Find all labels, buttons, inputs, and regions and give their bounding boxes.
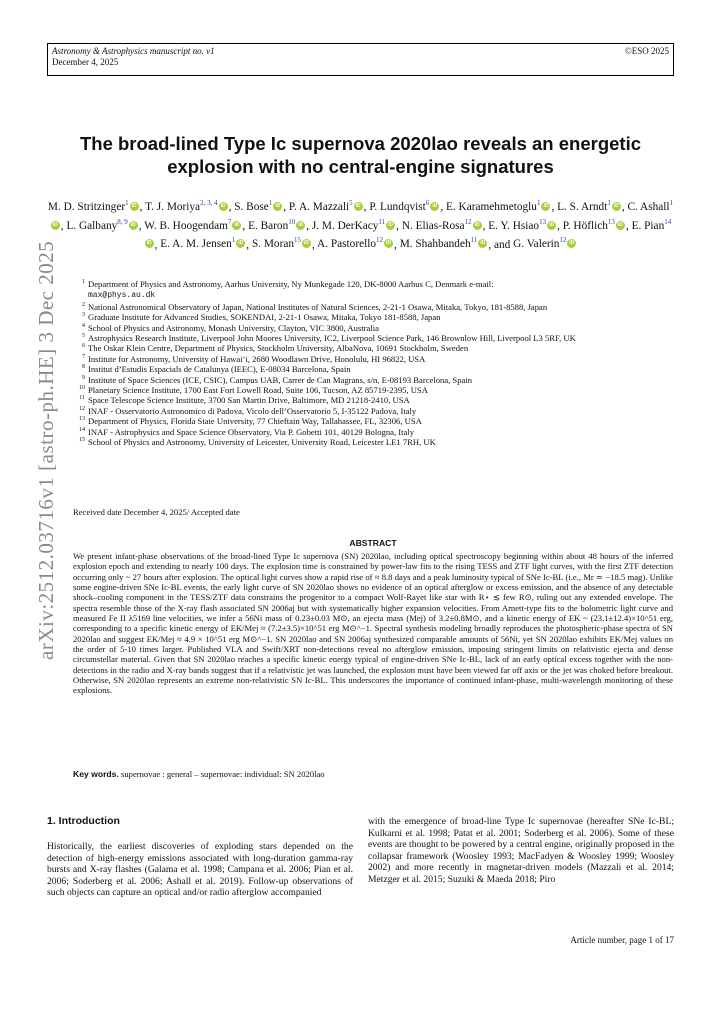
- affiliation-number: 9: [82, 374, 85, 381]
- author-name: M. Shahbandeh: [399, 238, 471, 251]
- orcid-icon[interactable]: [616, 221, 625, 230]
- author-name: E. Pian: [631, 219, 665, 232]
- orcid-icon[interactable]: [302, 239, 311, 248]
- affiliation-number: 12: [79, 405, 85, 412]
- author-name: P. Lundqvist: [369, 200, 426, 213]
- affiliation-number: 11: [79, 395, 85, 402]
- affiliation-text: National Astronomical Observatory of Japan, National Institutes of Natural Sciences, 2-21-1 Osawa, Mitaka, Tokyo, 181-8588, Japan: [88, 301, 548, 312]
- orcid-icon[interactable]: [473, 221, 482, 230]
- author-affiliation-ref[interactable]: 1: [669, 199, 674, 207]
- author: [234, 201, 283, 213]
- author-name: G. Valerin: [513, 238, 560, 251]
- author: [144, 217, 242, 232]
- affiliation-number: 1: [82, 279, 85, 285]
- abstract-heading: ABSTRACT: [349, 538, 397, 548]
- author-affiliation-ref[interactable]: 5: [349, 199, 353, 207]
- affiliation-number: 13: [79, 416, 85, 423]
- affiliation-item: [73, 312, 673, 322]
- manuscript-header: [47, 43, 674, 76]
- author: [160, 238, 246, 250]
- author-name: L. S. Arndt: [557, 200, 608, 213]
- affiliation-list: [73, 279, 673, 448]
- affiliation-number: 5: [82, 333, 85, 340]
- author-list: M. D. Stritzinger$^1$iD , T. J. Moriya$^{2, 3, 4}$iD , S. Bose$^1$iD , P. A. Mazzali$^5$iD , P. Lundqvist$^6$iD , E. Karamehmetoglu$^1$iD , L. S. Arndt$^1$iD , C. Ashall$^1$iD, L. Galbany$^{8, 9}$iD , W. B. Hoogendam$^7$iD , E. Baron$^{10}$iD , J. M. DerKacy$^{11}$iD , N. Elias-Rosa$^{12}$iD , E. Y. Hsiao$^{13}$iD , P. Höflich$^{13}$iD , E. Pian$^{14}$iD, E. A. M. Jensen$^1$iD , S. Moran$^{15}$iD , A. Pastorello$^{12}$iD , M. Shahbandeh$^{11}$iD , and G. Valerin$^{12}$iD: [47, 196, 674, 252]
- affiliation-item: [73, 427, 673, 437]
- author-affiliation-ref[interactable]: 6: [425, 199, 430, 207]
- affiliation-text: Institute for Astronomy, University of Hawai‘i, 2680 Woodlawn Drive, Honolulu, HI 96822, USA: [88, 353, 426, 364]
- author-name: S. Moran: [251, 238, 295, 251]
- affiliation-number: 6: [82, 343, 85, 350]
- author: [66, 217, 138, 232]
- author-name: T. J. Moriya: [145, 200, 201, 213]
- affiliation-text: Institut d’Estudis Espacials de Catalunya (IEEC), E-08034 Barcelona, Spain: [88, 364, 351, 375]
- author: [48, 201, 140, 213]
- author-affiliation-ref[interactable]: 2, 3, 4: [200, 199, 218, 207]
- author: [311, 217, 396, 232]
- keywords-text: supernovae : general – supernovae: individual: SN 2020lao: [121, 769, 325, 779]
- author-name: L. Galbany: [66, 219, 118, 232]
- author-name: J. M. DerKacy: [311, 219, 379, 232]
- author-affiliation-ref[interactable]: 14: [664, 217, 672, 226]
- affiliation-item: [73, 343, 673, 353]
- page-footer: Article number, page 1 of 17: [570, 935, 674, 945]
- abstract-text: We present infant-phase observations of the broad-lined Type Ic supernova (SN) 2020lao, including optical spectroscopy beginning within about 48 hours of the inferred explosion epoch and extending to nearly 100 days. The explosion time is constrained by power-law fits to the rising TESS and ZTF light curves, with the first ZTF detection occurring only ~ 27 hours after explosion. The optical light curves show a rapid rise of ≈ 8.8 days and a peak luminosity typical of SNe Ic-BL (i.e., Mr ≃ −18.5 mag). Unlike some engine-driven SNe Ic-BL events, the early light curve of SN 2020lao shows no evidence of an optical afterglow or excess emission, and the absence of any detectable shock–cooling component in the TESS/ZTF data constrains the progenitor to a compact Wolf-Rayet like star with R⋆ ≲ few R⊙, ruling out any extended envelope. The spectra resemble those of the X-ray flash associated SN 2006aj but with systematically higher expansion velocities. From Arnett-type fits to the bolometric light curve and measured Fe II λ5169 line velocities, we infer a 56Ni mass of 0.23±0.03 M⊙, an ejecta mass (Mej) of 3.2±0.8M⊙, and a kinetic energy of EK ~ (23.1±12.4)×10^51 erg, corresponding to a specific kinetic energy of EK/Mej ≈ (7.2±3.5)×10^51 erg M⊙^−1. Spectral synthesis modeling broadly reproduces the photospheric-phase spectra of SN 2020lao and suggest EK/Mej ≈ 4.9 × 10^51 erg M⊙^−1. SN 2020lao and SN 2006aj synthesized comparable amounts of 56Ni, yet SN 2020lao exhibits EK/Mej values on the order of 5-10 times larger. Published VLA and Swift/XRT non-detections reveal no afterglow emission, imposing stringent limits on relativistic ejecta and dense circumstellar material. Given that SN 2020lao reaches a specific kinetic energy typical of engine-driven SNe Ic-BL, lack of an early optical excess together with the non-detections in the radio and X-ray bands suggest that if a relativistic jet was launched, the explosion must have been viewed far off axis or the jet was choked before breakout. Otherwise, SN 2020lao represents an extreme non-relativistic SN Ic-BL. This underscores the importance of continued infant-phase, multi-wavelength monitoring of these explosions.: [73, 551, 673, 696]
- orcid-icon[interactable]: [430, 202, 439, 211]
- author-name: E. Y. Hsiao: [488, 219, 540, 232]
- author-name: S. Bose: [234, 200, 269, 213]
- affiliation-text: Astrophysics Research Institute, Liverpool John Moores University, IC2, Liverpool Science Park, 146 Brownlow Hill, Liverpool L3 5RF, UK: [88, 333, 576, 344]
- affiliation-number: 2: [82, 301, 85, 308]
- header-left: [52, 46, 215, 68]
- orcid-icon[interactable]: [219, 202, 228, 211]
- author-affiliation-ref[interactable]: 13: [539, 217, 547, 226]
- affiliation-item: [73, 323, 673, 333]
- author: [369, 201, 440, 213]
- orcid-icon[interactable]: [612, 202, 621, 211]
- affiliation-text: INAF - Astrophysics and Space Science Observatory, Via P. Gobetti 101, 40129 Bologna, Italy: [88, 426, 414, 437]
- affiliation-item: [73, 279, 673, 302]
- section-title: 1. Introduction: [47, 815, 120, 827]
- arxiv-stamp[interactable]: arXiv:2512.03716v1 [astro-ph.HE] 3 Dec 2025: [34, 240, 58, 660]
- affiliation-text: Planetary Science Institute, 1700 East Fort Lowell Road, Suite 106, Tucson, AZ 85719-2395, USA: [88, 385, 428, 396]
- author-affiliation-ref[interactable]: 13: [607, 217, 615, 226]
- affiliation-text: School of Physics and Astronomy, University of Leicester, University Road, Leicester LE1 7RH, UK: [88, 437, 436, 448]
- orcid-icon[interactable]: [567, 239, 576, 248]
- orcid-icon[interactable]: [386, 221, 395, 230]
- author-affiliation-ref[interactable]: 15: [294, 236, 302, 245]
- keywords-label: Key words.: [73, 769, 119, 779]
- author: [400, 238, 489, 250]
- orcid-icon[interactable]: [236, 239, 245, 248]
- affiliation-item: [73, 416, 673, 426]
- affiliation-item: [73, 437, 673, 447]
- author: [488, 217, 557, 232]
- author: [248, 217, 306, 232]
- author-name: C. Ashall: [627, 200, 670, 213]
- affiliation-text: Graduate Institute for Advanced Studies, SOKENDAI, 2-21-1 Osawa, Mitaka, Tokyo 181-8588, Japan: [88, 312, 441, 323]
- orcid-icon[interactable]: [478, 239, 487, 248]
- affiliation-number: 15: [79, 437, 85, 444]
- author: [145, 201, 229, 213]
- affiliation-text: Department of Physics and Astronomy, Aarhus University, Ny Munkegade 120, DK-8000 Aarhus C, Denmark e-mail:: [88, 279, 494, 289]
- orcid-icon[interactable]: [296, 221, 305, 230]
- author-affiliation-ref[interactable]: 11: [470, 236, 478, 245]
- journal-line: Astronomy & Astrophysics manuscript no. v1: [52, 46, 215, 56]
- orcid-icon[interactable]: [547, 221, 556, 230]
- orcid-icon[interactable]: [51, 221, 60, 230]
- author: [289, 201, 364, 213]
- affiliation-number: 10: [79, 385, 85, 392]
- author-name: P. Höflich: [562, 219, 608, 232]
- affiliation-item: [73, 302, 673, 312]
- author: [513, 238, 577, 250]
- orcid-icon[interactable]: [541, 202, 550, 211]
- orcid-icon[interactable]: [129, 221, 138, 230]
- author-affiliation-ref[interactable]: 12: [376, 236, 384, 245]
- orcid-icon[interactable]: [232, 221, 241, 230]
- author-affiliation-ref[interactable]: 1: [231, 236, 236, 245]
- affiliation-item: [73, 333, 673, 343]
- orcid-icon[interactable]: [384, 239, 393, 248]
- author: [562, 217, 626, 232]
- header-date: December 4, 2025: [52, 57, 119, 67]
- affiliation-number: 14: [79, 426, 85, 433]
- author: [252, 238, 312, 250]
- paper-title: The broad-lined Type Ic supernova 2020lao reveals an energetic explosion with no central-engine signatures: [79, 133, 642, 177]
- affiliation-item: [73, 354, 673, 364]
- author-name: N. Elias-Rosa: [401, 219, 465, 232]
- author-name: P. A. Mazzali: [288, 200, 350, 213]
- orcid-icon[interactable]: [273, 202, 282, 211]
- affiliation-item: [73, 406, 673, 416]
- author: [557, 201, 622, 213]
- author-name: M. D. Stritzinger: [47, 200, 126, 213]
- author: [401, 217, 483, 232]
- affiliation-text: School of Physics and Astronomy, Monash University, Clayton, VIC 3800, Australia: [88, 322, 379, 333]
- intro-left-column: Historically, the earliest discoveries of exploding stars depended on the detection of high-energy emissions associated with long-duration gamma-ray bursts and X-ray flashes (Galama et al. 1998; Campana et al. 2006; Pian et al. 2006; Soderberg et al. 2006; Ashall et al. 2019). Follow-up observations of such objects can capture an optical and/or radio afterglow accompanied: [47, 841, 353, 899]
- orcid-icon[interactable]: [354, 202, 363, 211]
- copyright-notice: ©ESO 2025: [624, 46, 669, 56]
- author-name: A. Pastorello: [317, 238, 377, 251]
- affiliation-item: [73, 375, 673, 385]
- affiliation-text: Space Telescope Science Institute, 3700 San Martin Drive, Baltimore, MD 21218-2410, USA: [88, 395, 410, 406]
- author-affiliation-ref[interactable]: 1: [536, 199, 541, 207]
- affiliation-item: [73, 364, 673, 374]
- affiliation-text: Department of Physics, Florida State University, 77 Chieftain Way, Tallahassee, FL, 32306, USA: [88, 416, 422, 427]
- author-affiliation-ref[interactable]: 8, 9: [117, 217, 128, 226]
- author-name: E. A. M. Jensen: [160, 238, 232, 251]
- author: [446, 201, 551, 213]
- author-name: E. Karamehmetoglu: [445, 200, 537, 213]
- keywords-line: [73, 769, 673, 779]
- author-affiliation-ref[interactable]: 11: [378, 217, 386, 226]
- email-link[interactable]: max@phys.au.dk: [88, 291, 156, 301]
- received-date: Received date December 4, 2025/ Accepted date: [73, 507, 240, 517]
- affiliation-text: The Oskar Klein Centre, Department of Physics, Stockholm University, AlbaNova, 10691 Stockholm, Sweden: [88, 343, 469, 354]
- author-affiliation-ref[interactable]: 1: [125, 199, 129, 207]
- affiliation-item: [73, 395, 673, 405]
- affiliation-text: INAF - Osservatorio Astronomico di Padova, Vicolo dell’Osservatorio 5, I-35122 Padova, Italy: [88, 405, 417, 416]
- author-affiliation-ref[interactable]: 12: [559, 236, 567, 245]
- author: [317, 238, 394, 250]
- affiliation-number: 3: [82, 312, 85, 319]
- intro-right-column: with the emergence of broad-line Type Ic supernovae (hereafter SNe Ic-BL; Kulkarni et al. 1998; Patat et al. 2001; Soderberg et al. 2006). Some of these events are thought to be powered by a central engine, originally proposed in the collapsar framework (Woosley 1993; MacFadyen & Woosley 1999; Woosley 2002) and more recently in magnetar-driven models (Mazzali et al. 2014; Metzger et al. 2015; Suzuki & Maeda 2018; Piro: [368, 816, 674, 885]
- affiliation-number: 4: [82, 322, 85, 329]
- author-affiliation-ref[interactable]: 7: [227, 217, 232, 226]
- affiliation-item: [73, 385, 673, 395]
- affiliation-number: 8: [82, 364, 85, 371]
- orcid-icon[interactable]: [145, 239, 154, 248]
- author-name: W. B. Hoogendam: [144, 219, 228, 232]
- author-affiliation-ref[interactable]: 1: [607, 199, 611, 207]
- author-affiliation-ref[interactable]: 12: [464, 217, 472, 226]
- author-affiliation-ref[interactable]: 10: [288, 217, 296, 226]
- orcid-icon[interactable]: [130, 202, 139, 211]
- affiliation-number: 7: [82, 353, 85, 360]
- affiliation-text: Institute of Space Sciences (ICE, CSIC), Campus UAB, Carrer de Can Magrans, s/n, E-08193 Barcelona, Spain: [88, 374, 473, 385]
- author-name: E. Baron: [248, 219, 289, 232]
- author-affiliation-ref[interactable]: 1: [268, 199, 273, 207]
